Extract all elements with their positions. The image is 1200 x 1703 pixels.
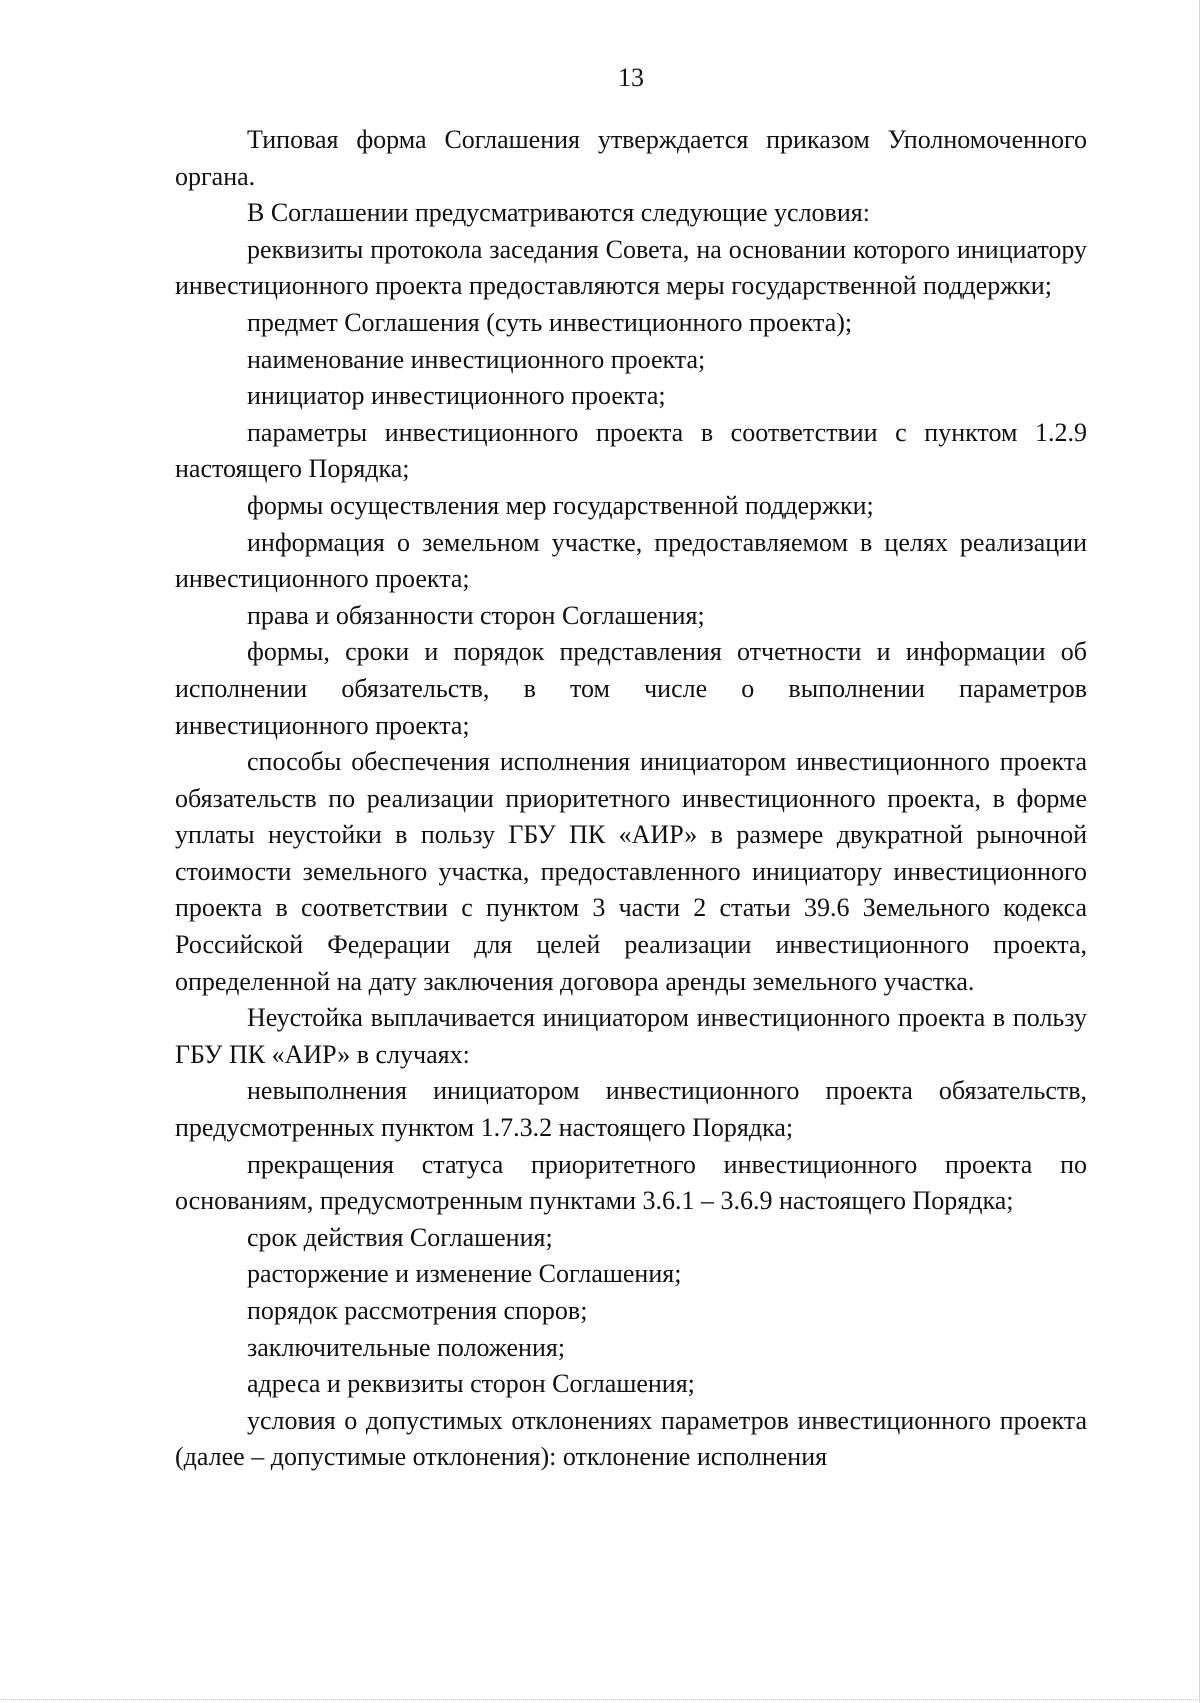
paragraph-12: способы обеспечения исполнения инициатором инвестиционного проекта обязательств по реализации приоритетного инвестиционного проекта, в форме уплаты неустойки в пользу ГБУ ПК «АИР» в размере двукратной рыночной стоимости земельного участка, предоставленного инициатору инвестиционного проекта в соответствии с пунктом 3 части 2 статьи 39.6 Земельного кодекса Российской Федерации для целей реализации инвестиционного проекта, определенной на дату заключения договора аренды земельного участка. bbox=[175, 747, 1087, 996]
paragraph-10: права и обязанности сторон Соглашения; bbox=[247, 600, 705, 630]
scan-edge-bottom bbox=[0, 1699, 1200, 1700]
page-number: 13 bbox=[618, 63, 644, 92]
paragraph-11: формы, сроки и порядок представления отчетности и информации об исполнении обязательств, в том числе о выполнении параметров инвестиционного проекта; bbox=[175, 637, 1087, 740]
paragraph-21: условия о допустимых отклонениях параметров инвестиционного проекта (далее – допустимые отклонения): отклонение исполнения bbox=[175, 1405, 1087, 1472]
document-body bbox=[175, 122, 1087, 1476]
paragraph-14: невыполнения инициатором инвестиционного проекта обязательств, предусмотренных пунктом 1.7.3.2 настоящего Порядка; bbox=[175, 1076, 1087, 1143]
paragraph-20: адреса и реквизиты сторон Соглашения; bbox=[247, 1369, 695, 1399]
paragraph-17: расторжение и изменение Соглашения; bbox=[247, 1259, 682, 1289]
paragraph-15: прекращения статуса приоритетного инвестиционного проекта по основаниям, предусмотренным пунктами 3.6.1 – 3.6.9 настоящего Порядка; bbox=[175, 1149, 1087, 1216]
paragraph-18: порядок рассмотрения споров; bbox=[247, 1296, 588, 1325]
paragraph-19: заключительные положения; bbox=[247, 1332, 566, 1362]
paragraph-6: инициатор инвестиционного проекта; bbox=[247, 381, 666, 411]
paragraph-3: реквизиты протокола заседания Совета, на основании которого инициатору инвестиционного проекта предоставляются меры государственной поддержки; bbox=[175, 234, 1087, 301]
paragraph-16: срок действия Соглашения; bbox=[247, 1222, 553, 1252]
paragraph-8: формы осуществления мер государственной поддержки; bbox=[247, 490, 874, 520]
paragraph-1: Типовая форма Соглашения утверждается приказом Уполномоченного органа. bbox=[175, 125, 1087, 191]
paragraph-4: предмет Соглашения (суть инвестиционного проекта); bbox=[247, 307, 853, 337]
paragraph-7: параметры инвестиционного проекта в соответствии с пунктом 1.2.9 настоящего Порядка; bbox=[175, 417, 1087, 484]
paragraph-9: информация о земельном участке, предоставляемом в целях реализации инвестиционного проекта; bbox=[175, 527, 1087, 594]
paragraph-13: Неустойка выплачивается инициатором инвестиционного проекта в пользу ГБУ ПК «АИР» в случаях: bbox=[175, 1003, 1087, 1069]
paragraph-2: В Соглашении предусматриваются следующие условия: bbox=[247, 198, 870, 228]
paragraph-5: наименование инвестиционного проекта; bbox=[247, 344, 706, 374]
